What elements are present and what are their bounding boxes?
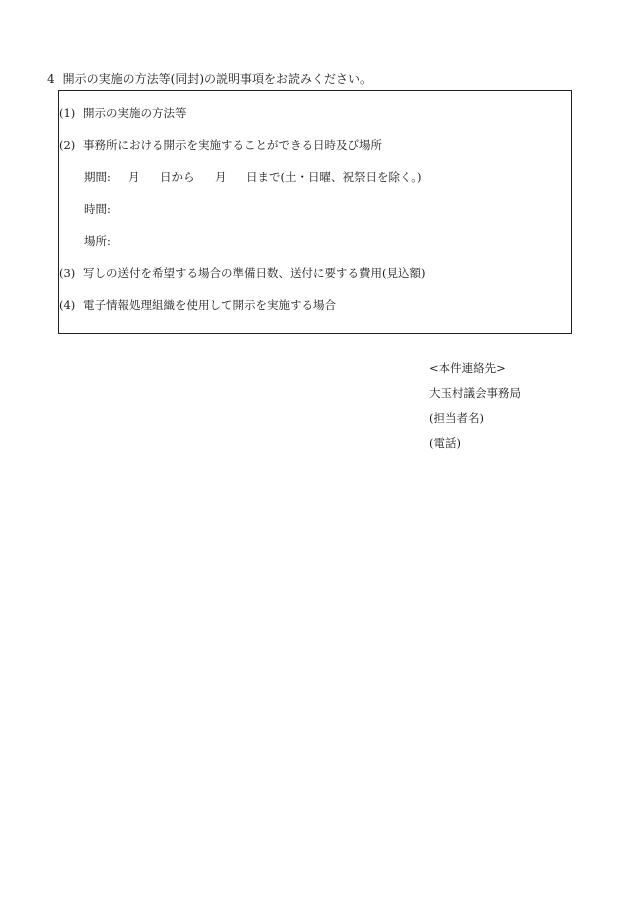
item-4: [59, 297, 336, 313]
contact-block: [429, 360, 521, 460]
period-month-2: 月: [215, 170, 227, 184]
item-3-text: 写しの送付を希望する場合の準備日数、送付に要する費用(見込額): [83, 266, 426, 280]
contact-header: <本件連絡先>: [429, 361, 506, 375]
period-from: 日から: [160, 170, 195, 184]
item-3-number: (3): [59, 266, 76, 280]
period-label: 期間:: [84, 170, 111, 184]
item-3: [59, 265, 425, 281]
section-number: 4: [47, 72, 55, 86]
period-row: [84, 169, 422, 185]
section-title: 開示の実施の方法等(同封)の説明事項をお読みください。: [62, 72, 373, 86]
item-2-text: 事務所における開示を実施することができる日時及び場所: [83, 138, 382, 152]
time-label: 時間:: [84, 202, 111, 216]
contact-office: 大玉村議会事務局: [429, 386, 521, 400]
section-heading: [47, 70, 372, 87]
item-4-number: (4): [59, 298, 76, 312]
item-2-number: (2): [59, 138, 76, 152]
explanation-box: [58, 90, 572, 334]
item-1-text: 開示の実施の方法等: [83, 106, 187, 120]
period-month-1: 月: [128, 170, 140, 184]
item-1-number: (1): [59, 106, 76, 120]
item-2: [59, 137, 382, 153]
item-4-text: 電子情報処理組織を使用して開示を実施する場合: [83, 298, 336, 312]
period-until: 日まで(土・日曜、祝祭日を除く。): [246, 170, 422, 184]
contact-person: (担当者名): [429, 411, 484, 425]
place-label: 場所:: [84, 234, 111, 248]
item-1: [59, 105, 187, 121]
contact-phone: (電話): [429, 436, 461, 450]
